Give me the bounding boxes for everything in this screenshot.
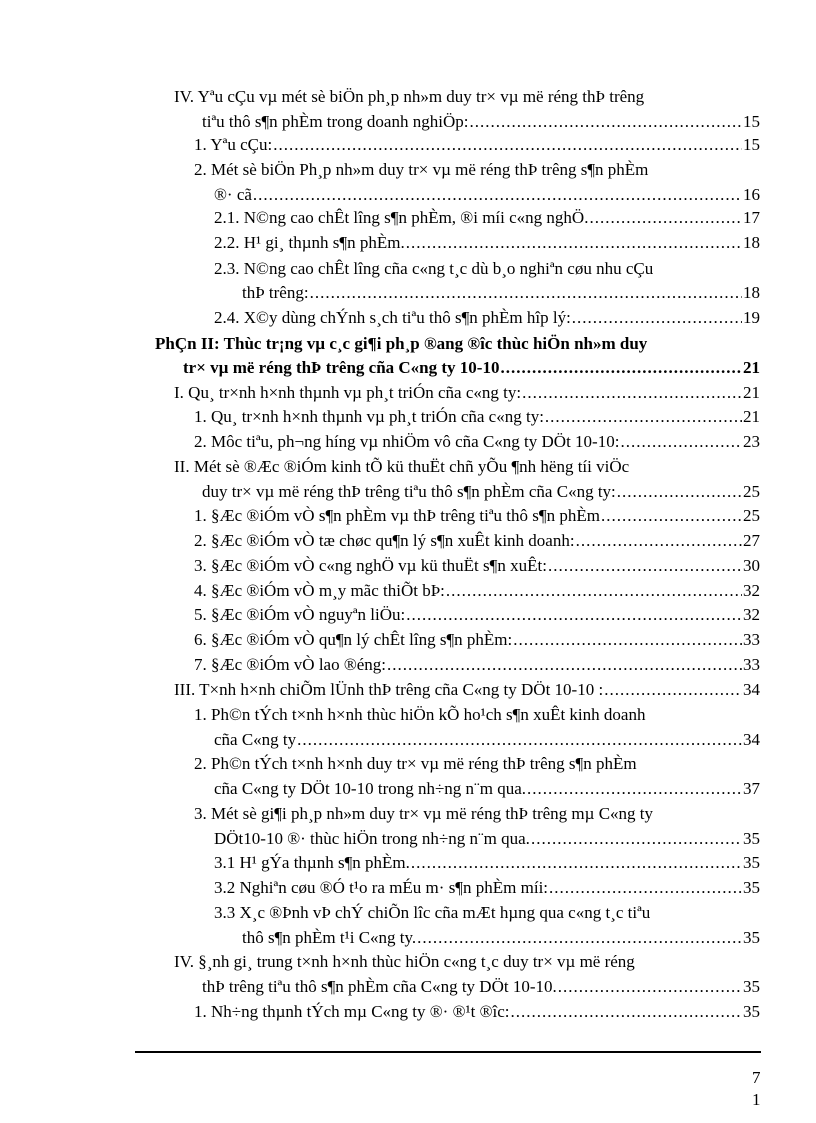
page-number: 21 (743, 358, 760, 377)
page-number: 21 (743, 407, 760, 426)
page-number-bottom: 1 (752, 1090, 761, 1109)
toc-part-heading: PhÇn II: Thùc tr¡ng vµ c¸c gi¶i ph¸p ®ang ®îc thùc hiÖn nh»m duy (155, 334, 648, 353)
page-number: 33 (743, 630, 760, 649)
toc-entry: III. T×nh h×nh chiÕm lÜnh thÞ trêng cña C«ng ty DÖt 10-10 : ..... 34 (174, 679, 760, 701)
toc-entry: duy tr× vµ më réng thÞ trêng tiªu thô s¶n phÈm cña C«ng ty: ..... 25 (202, 481, 760, 503)
toc-entry: 1. §Æc ®iÓm vÒ s¶n phÈm vµ thÞ trêng tiªu thô s¶n phÈm ..... 25 (194, 505, 760, 527)
toc-entry: thô s¶n phÈm t¹i C«ng ty. ..... 35 (242, 927, 760, 949)
toc-entry: tiªu thô s¶n phÈm trong doanh nghiÖp: ..... 15 (202, 111, 760, 133)
page-number: 23 (743, 432, 760, 451)
toc-entry: 2. Ph©n tÝch t×nh h×nh duy tr× vµ më réng thÞ trêng s¶n phÈm (194, 754, 637, 773)
page-number: 27 (743, 531, 760, 550)
page-number-top: 7 (752, 1068, 761, 1087)
page-number: 35 (743, 977, 760, 996)
page-number: 34 (743, 730, 760, 749)
toc-entry: IV. Yªu cÇu vµ mét sè biÖn ph¸p nh»m duy tr× vµ më réng thÞ trêng (174, 87, 645, 106)
toc-entry: 3. §Æc ®iÓm vÒ c«ng nghÖ vµ kü thuËt s¶n xuÊt: ..... 30 (194, 555, 760, 577)
toc-entry: 3.3 X¸c ®Þnh vÞ chÝ chiÕn lîc cña mÆt hµng qua c«ng t¸c tiªu (214, 903, 651, 922)
toc-entry: 2.2. H¹ gi¸ thµnh s¶n phÈm. ..... 18 (214, 232, 760, 254)
toc-entry: DÖt10-10 ®· thùc hiÖn trong nh÷ng n¨m qua. ..... 35 (214, 828, 760, 850)
toc-entry: IV. §¸nh gi¸ trung t×nh h×nh thùc hiÖn c«ng t¸c duy tr× vµ më réng (174, 952, 635, 971)
toc-entry: 2.3. N©ng cao chÊt lîng cña c«ng t¸c dù b¸o nghiªn cøu nhu cÇu (214, 259, 654, 278)
page-number: 32 (743, 581, 760, 600)
page-number: 35 (743, 853, 760, 872)
page-number: 33 (743, 655, 760, 674)
page-number: 21 (743, 383, 760, 402)
page-number: 37 (743, 779, 760, 798)
page-number: 35 (743, 928, 760, 947)
page-number: 19 (743, 308, 760, 327)
page-number: 17 (743, 208, 760, 227)
toc-entry: 1. Ph©n tÝch t×nh h×nh thùc hiÖn kÕ ho¹ch s¶n xuÊt kinh doanh (194, 705, 646, 724)
page-number: 25 (743, 482, 760, 501)
toc-entry: 3.1 H¹ gÝa thµnh s¶n phÈm. ..... 35 (214, 852, 760, 874)
toc-entry: 4. §Æc ®iÓm vÒ m¸y mãc thiÕt bÞ: ..... 32 (194, 580, 760, 602)
page-number: 15 (743, 135, 760, 154)
toc-entry: 2. §Æc ®iÓm vÒ tæ chøc qu¶n lý s¶n xuÊt kinh doanh: ..... 27 (194, 530, 760, 552)
toc-entry: 1. Qu¸ tr×nh h×nh thµnh vµ ph¸t triÓn cña c«ng ty: ..... 21 (194, 406, 760, 428)
toc-entry: 6. §Æc ®iÓm vÒ qu¶n lý chÊt lîng s¶n phÈm: ..... 33 (194, 629, 760, 651)
toc-entry: 5. §Æc ®iÓm vÒ nguyªn liÖu: ..... 32 (194, 604, 760, 626)
page-number: 18 (743, 283, 760, 302)
page-number: 35 (743, 1002, 760, 1021)
page-number: 32 (743, 605, 760, 624)
toc-entry: thÞ trêng: ..... 18 (242, 282, 760, 304)
footer-rule (135, 1051, 761, 1053)
toc-entry: I. Qu¸ tr×nh h×nh thµnh vµ ph¸t triÓn cña c«ng ty: ..... 21 (174, 382, 760, 404)
page-number: 34 (743, 680, 760, 699)
toc-entry: cña C«ng ty ..... 34 (214, 729, 760, 751)
toc-entry: 2.1. N©ng cao chÊt lîng s¶n phÈm, ®i míi c«ng nghÖ. ..... 17 (214, 207, 760, 229)
toc-entry: ®· cã ..... 16 (214, 184, 760, 206)
toc-entry: cña C«ng ty DÖt 10-10 trong nh÷ng n¨m qua. ..... 37 (214, 778, 760, 800)
page-number: 30 (743, 556, 760, 575)
toc-entry: 7. §Æc ®iÓm vÒ lao ®éng: ..... 33 (194, 654, 760, 676)
toc-entry: 2.4. X©y dùng chÝnh s¸ch tiªu thô s¶n phÈm hîp lý: ..... 19 (214, 307, 760, 329)
toc-entry: 1. Yªu cÇu: ..... 15 (194, 134, 760, 156)
page-number: 15 (743, 112, 760, 131)
toc-entry: II. Mét sè ®Æc ®iÓm kinh tÕ kü thuËt chñ yÕu ¶nh hëng tíi viÖc (174, 457, 630, 476)
toc-part-heading: tr× vµ më réng thÞ trêng cña C«ng ty 10-10 ..... 21 (183, 357, 760, 379)
page-number: 18 (743, 233, 760, 252)
page-number: 16 (743, 185, 760, 204)
toc-entry: 3. Mét sè gi¶i ph¸p nh»m duy tr× vµ më réng thÞ trêng mµ C«ng ty (194, 804, 654, 823)
toc-entry: 3.2 Nghiªn cøu ®Ó t¹o ra mÉu m· s¶n phÈm míi: ..... 35 (214, 877, 760, 899)
page-number: 35 (743, 829, 760, 848)
page-number: 25 (743, 506, 760, 525)
toc-entry: 1. Nh÷ng thµnh tÝch mµ C«ng ty ®· ®¹t ®îc: ..... 35 (194, 1001, 760, 1023)
toc-entry: 2. Mét sè biÖn Ph¸p nh»m duy tr× vµ më réng thÞ trêng s¶n phÈm (194, 160, 649, 179)
page-number: 35 (743, 878, 760, 897)
toc-entry: thÞ trêng tiªu thô s¶n phÈm cña C«ng ty DÖt 10-10. ..... 35 (202, 976, 760, 998)
toc-entry: 2. Môc tiªu, ph¬ng híng vµ nhiÖm vô cña C«ng ty DÖt 10-10: ..... 23 (194, 431, 760, 453)
